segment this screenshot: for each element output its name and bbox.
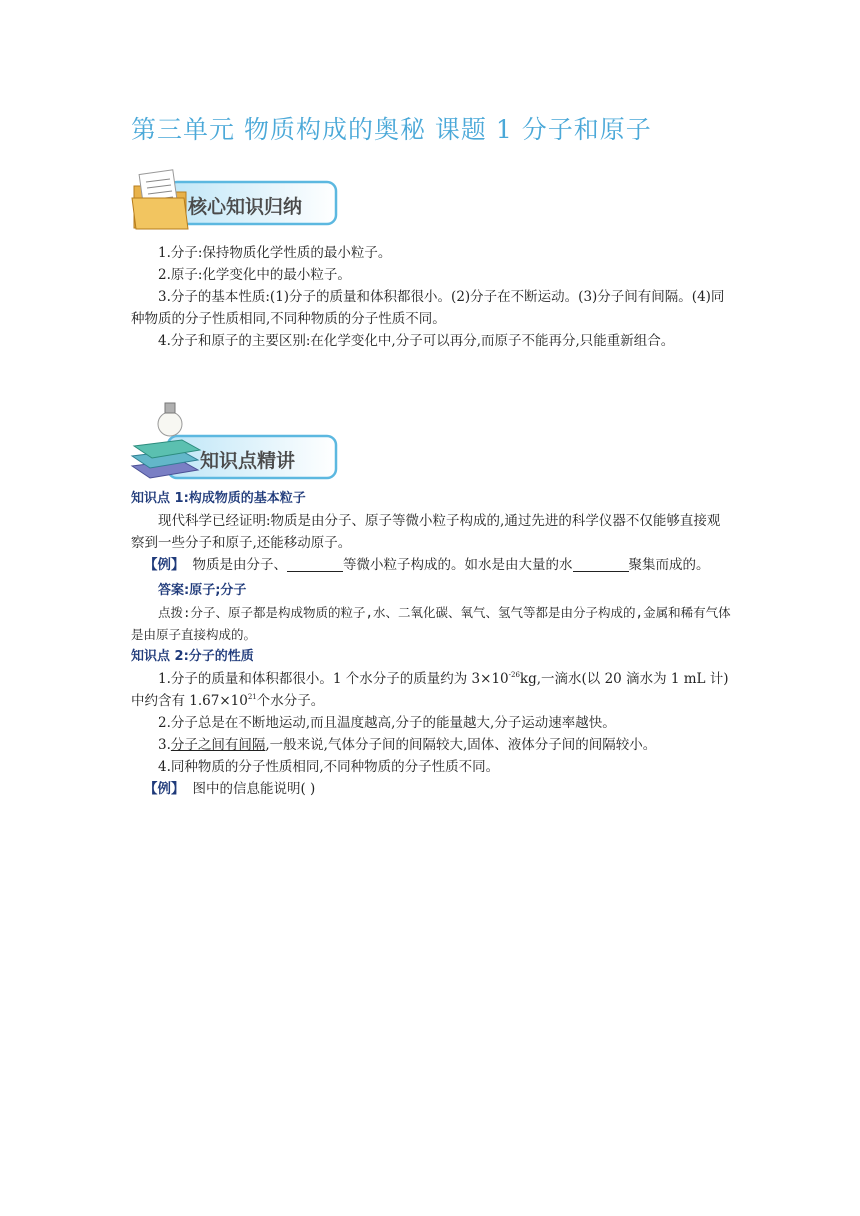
banner-label: 核心知识归纳 — [188, 196, 303, 218]
summary-item: 2.原子:化学变化中的最小粒子。 — [158, 267, 351, 283]
knowledge-points — [131, 488, 733, 800]
example-tag: 【例】 — [144, 557, 185, 573]
page-title: 第三单元 物质构成的奥秘 课题 1 分子和原子 — [131, 115, 652, 144]
kp2-item-3: 3.分子之间有间隔,一般来说,气体分子间的间隔较大,固体、液体分子间的间隔较小。 — [158, 737, 657, 753]
core-summary — [131, 242, 733, 352]
answer-blank — [287, 557, 343, 572]
summary-item: 3.分子的基本性质:(1)分子的质量和体积都很小。(2)分子在不断运动。(3)分子间有间隔。(4)同种物质的分子性质相同,不同种物质的分子性质不同。 — [131, 289, 725, 327]
kp1-example: 【例】 物质是由分子、 等微小粒子构成的。如水是由大量的水 聚集而成的。 — [144, 557, 710, 573]
kp1-heading: 知识点 1:构成物质的基本粒子 — [131, 491, 306, 506]
kp2-item-2: 2.分子总是在不断地运动,而且温度越高,分子的能量越大,分子运动速率越快。 — [158, 715, 616, 731]
section-banner-knowledge-points — [128, 400, 340, 484]
kp1-body: 现代科学已经证明:物质是由分子、原子等微小粒子构成的,通过先进的科学仪器不仅能够直接观察到一些分子和原子,还能移动原子。 — [131, 513, 721, 551]
banner-label: 知识点精讲 — [200, 450, 296, 472]
example-tag: 【例】 — [144, 781, 185, 797]
summary-item: 4.分子和原子的主要区别:在化学变化中,分子可以再分,而原子不能再分,只能重新组合。 — [158, 333, 675, 349]
kp2-heading: 知识点 2:分子的性质 — [131, 649, 254, 664]
kp2-item-1: 1.分子的质量和体积都很小。1 个水分子的质量约为 $3\times 10^{-26}kg$,一滴水(以 20 滴水为 1 mL 计)中约含有 $1.67\times 10^{21}$个水分子。 — [131, 671, 729, 709]
kp2-example: 【例】 图中的信息能说明( ) — [144, 781, 316, 797]
kp1-answer: 答案:原子;分子 — [158, 583, 247, 598]
summary-item: 1.分子:保持物质化学性质的最小粒子。 — [158, 245, 392, 261]
kp2-item-4: 4.同种物质的分子性质相同,不同种物质的分子性质不同。 — [158, 759, 500, 775]
section-banner-core-knowledge — [128, 166, 340, 232]
kp1-hint: 点拨:分子、原子都是构成物质的粒子,水、二氧化碳、氧气、氢气等都是由分子构成的,金属和稀有气体是由原子直接构成的。 — [131, 605, 731, 642]
answer-blank — [573, 557, 629, 572]
